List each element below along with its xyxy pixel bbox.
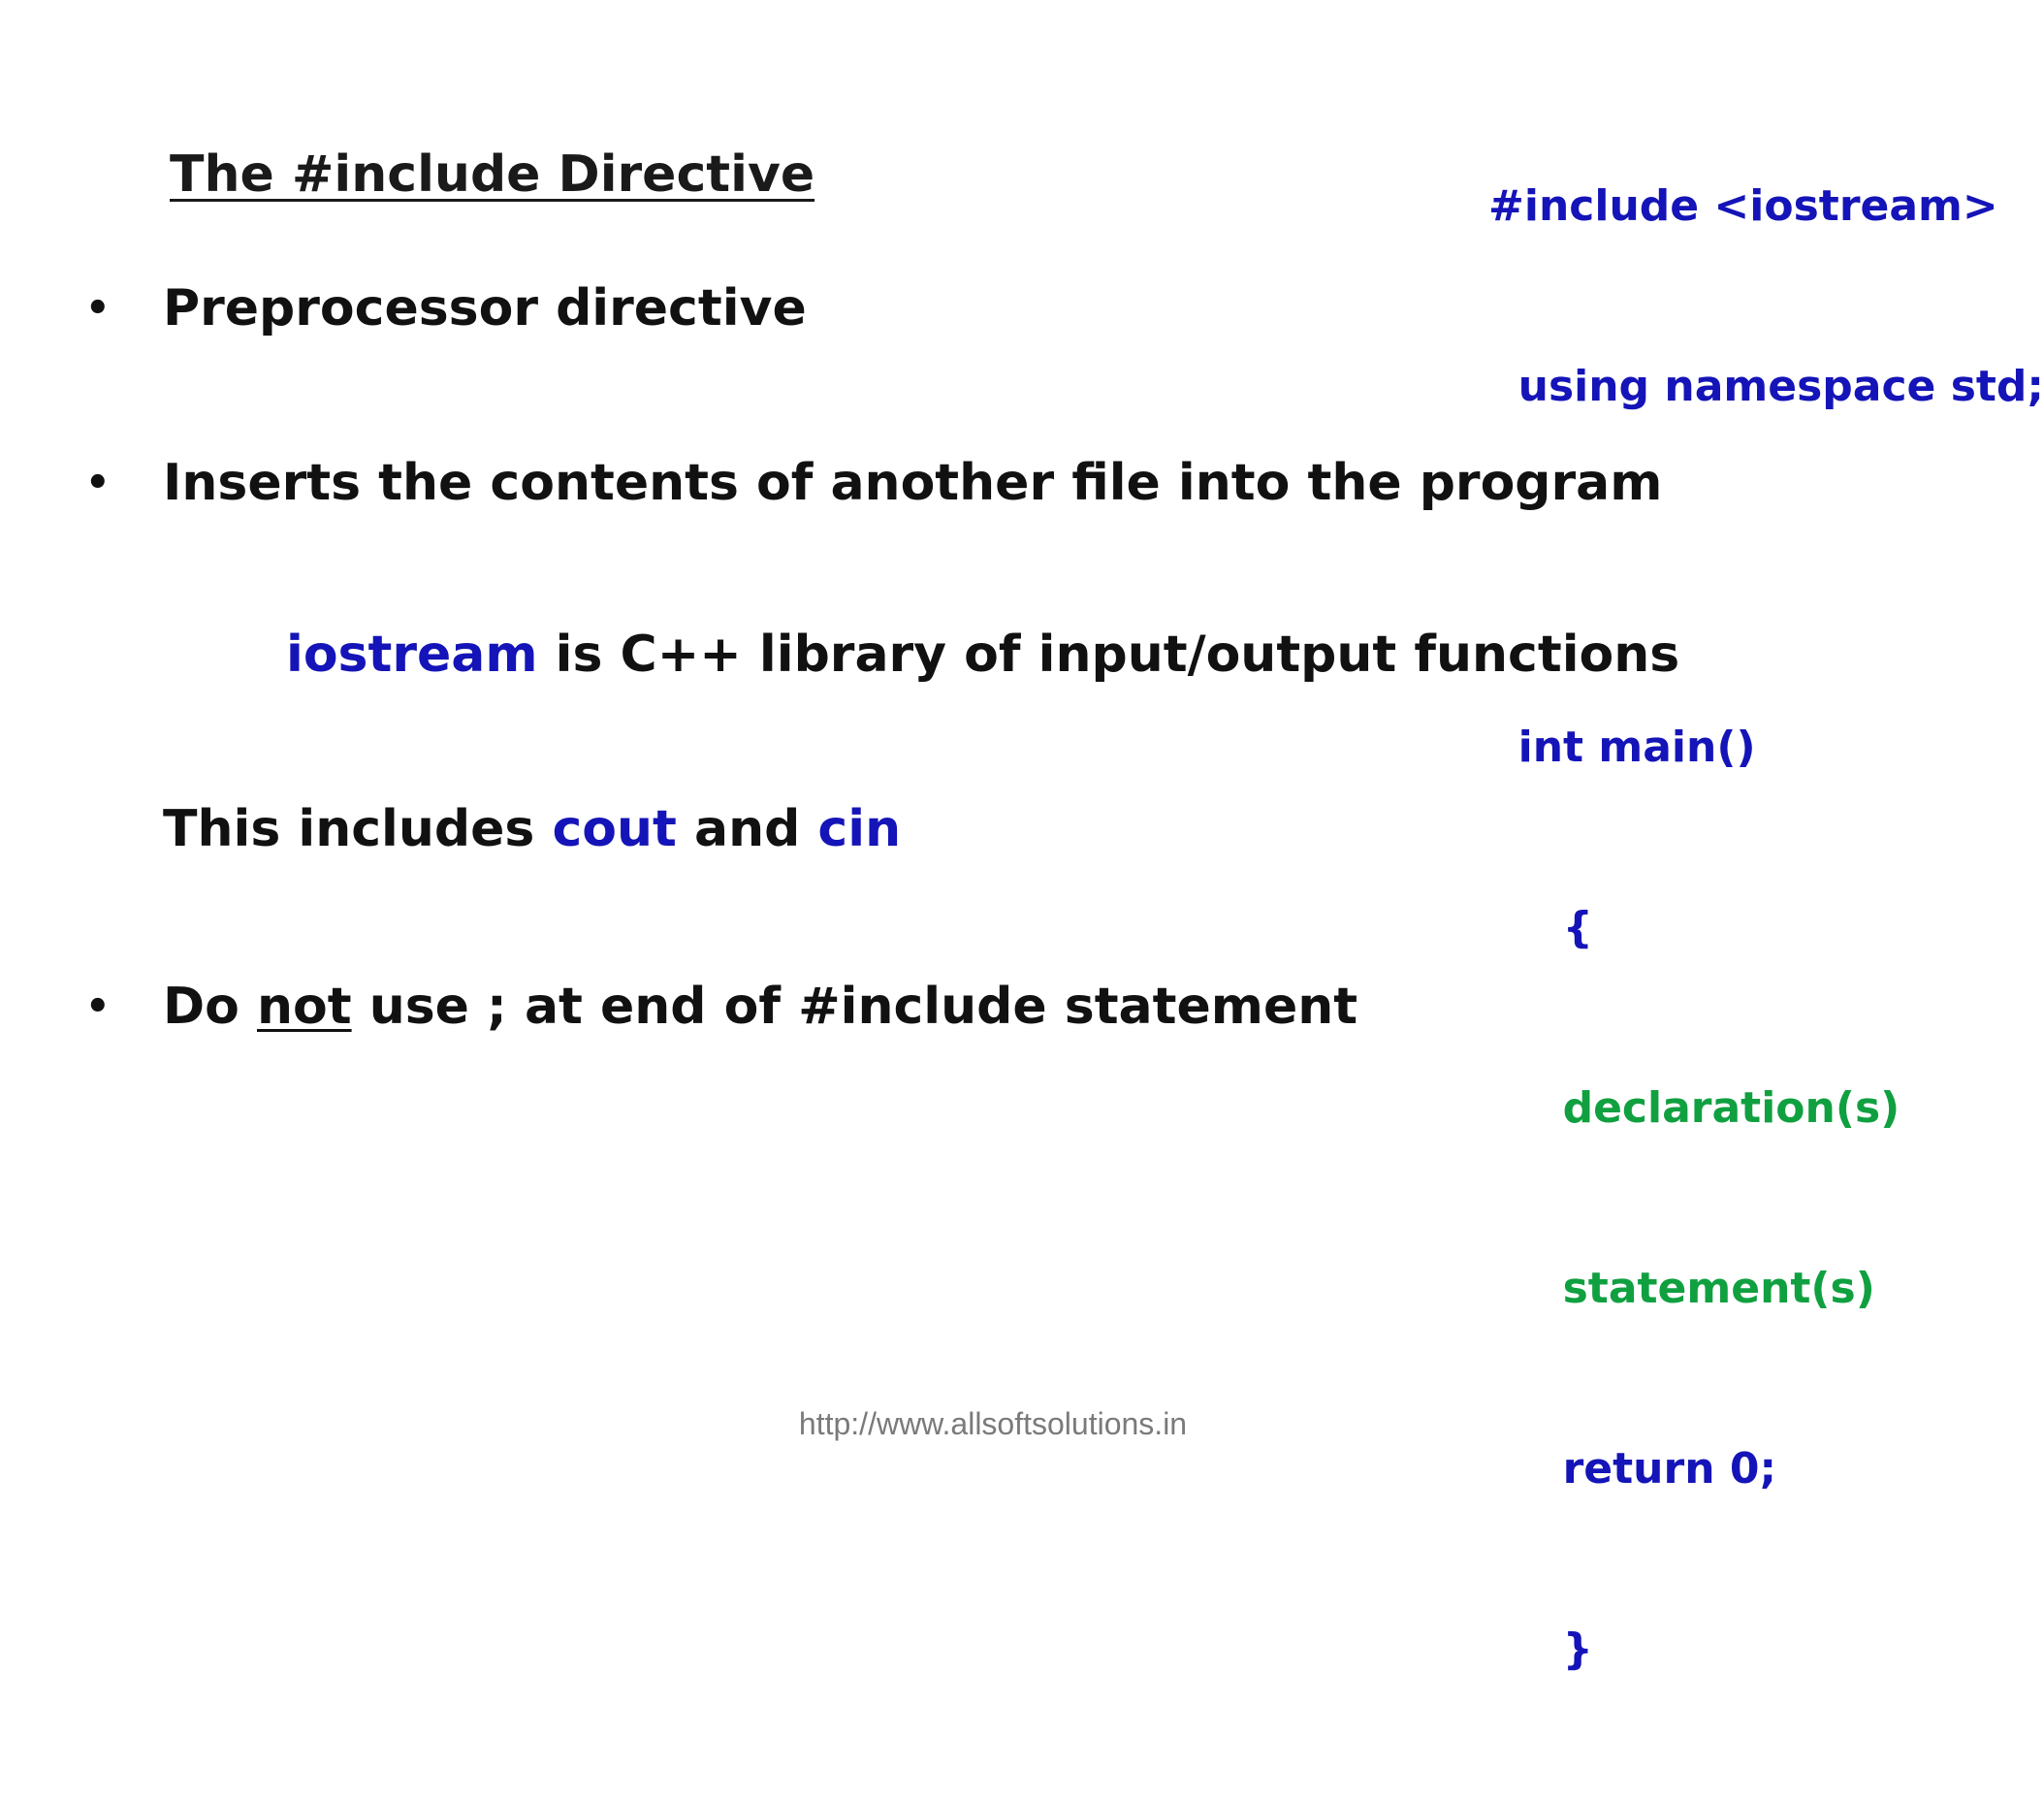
includes-line xyxy=(163,800,901,858)
bullet-item xyxy=(85,276,807,338)
bullet-text xyxy=(163,978,1357,1036)
code-line-include: #include <iostream> xyxy=(1488,181,1998,231)
keyword-iostream: iostream xyxy=(286,626,538,684)
emphasis-not: not xyxy=(257,978,352,1036)
code-line-main: int main() xyxy=(1488,723,1756,772)
bullet-text: Inserts the contents of another file into the program xyxy=(163,454,1663,512)
code-line-namespace: using namespace std; xyxy=(1488,362,2044,411)
code-line-return: return 0; xyxy=(1488,1444,1777,1494)
code-line-close-brace: } xyxy=(1488,1624,1593,1674)
iostream-line xyxy=(286,626,1679,684)
keyword-cout: cout xyxy=(552,800,677,858)
code-line-open-brace: { xyxy=(1488,903,1593,952)
bullet-dot: • xyxy=(85,461,111,505)
code-line-blank xyxy=(1488,537,2044,597)
code-line-declarations: declaration(s) xyxy=(1488,1083,1900,1133)
slide-title: The #include Directive xyxy=(170,145,815,204)
bullet-suffix: use ; at end of #include statement xyxy=(351,978,1358,1036)
bullet-prefix: Do xyxy=(163,978,257,1036)
bullet-item xyxy=(85,451,1662,512)
includes-prefix: This includes xyxy=(163,800,553,858)
code-sample xyxy=(1488,56,2044,1800)
keyword-cin: cin xyxy=(817,800,902,858)
iostream-description: is C++ library of input/output functions xyxy=(537,626,1680,684)
code-line-statements: statement(s) xyxy=(1488,1264,1875,1313)
bullet-text: Preprocessor directive xyxy=(163,279,807,338)
bullet-dot: • xyxy=(85,984,111,1029)
bullet-item xyxy=(85,975,1357,1036)
bullet-dot: • xyxy=(85,286,111,331)
footer-url: http://www.allsoftsolutions.in xyxy=(798,1406,1188,1441)
includes-middle: and xyxy=(676,800,818,858)
